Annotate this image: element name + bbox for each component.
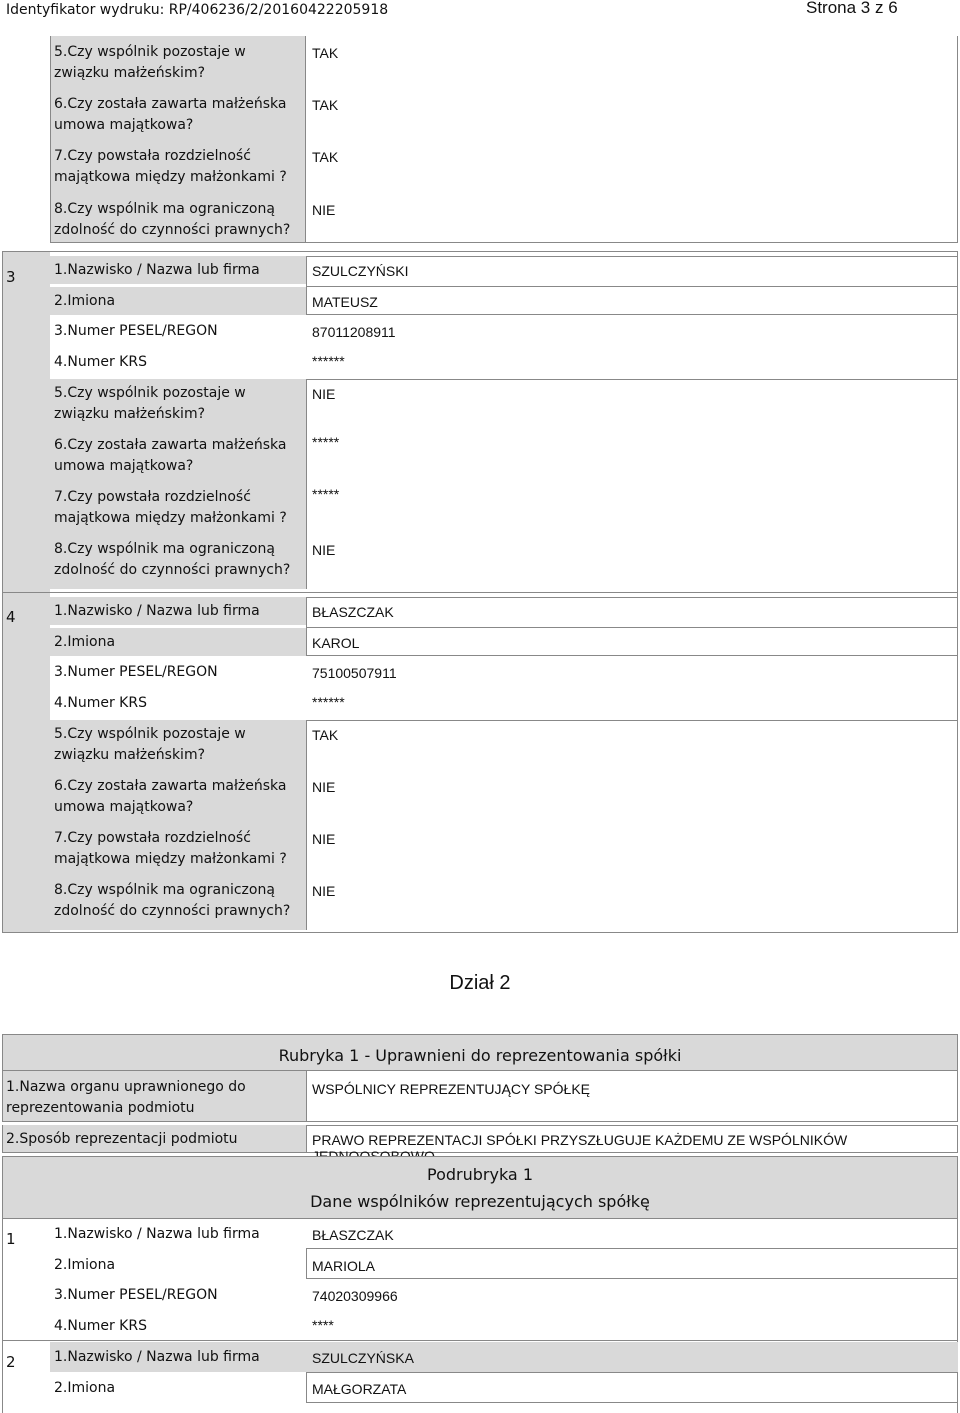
name-label: 1.Nazwisko / Nazwa lub firma	[54, 1349, 260, 1365]
krs-value: ****	[312, 1317, 334, 1333]
question-value: NIE	[312, 386, 336, 402]
krs-value: ******	[312, 694, 345, 710]
krs-value: ******	[312, 353, 345, 369]
question-value: NIE	[312, 202, 336, 218]
krs-label: 4.Numer KRS	[54, 1318, 147, 1334]
name-value: SZULCZYŃSKA	[312, 1350, 414, 1366]
question-label: 6.Czy została zawarta małżeńska umowa majątkowa?	[54, 778, 287, 815]
organ-value: WSPÓLNICY REPREZENTUJĄCY SPÓŁKĘ	[312, 1081, 590, 1097]
method-value: PRAWO REPREZENTACJI SPÓŁKI PRZYSZŁUGUJE KAŻDEMU ZE WSPÓLNIKÓW	[312, 1132, 848, 1148]
divider	[50, 242, 958, 243]
pesel-label: 3.Numer PESEL/REGON	[54, 664, 218, 680]
question-label: 7.Czy powstała rozdzielność majątkowa między małżonkami ?	[54, 830, 287, 867]
name-label: 1.Nazwisko / Nazwa lub firma	[54, 603, 260, 619]
subrubric-subtitle: Dane wspólników reprezentujących spółkę	[310, 1192, 650, 1211]
question-value: *****	[312, 434, 340, 450]
partner-number: 4	[6, 608, 16, 626]
first-name-label: 2.Imiona	[54, 1380, 116, 1396]
partner-number-cell	[2, 251, 50, 592]
organ-label: 1.Nazwa organu uprawnionego do reprezentowania podmiotu	[6, 1079, 246, 1116]
method-label: 2.Sposób reprezentacji podmiotu	[6, 1131, 238, 1147]
rubric-title: Rubryka 1 - Uprawnieni do reprezentowania spółki	[278, 1046, 682, 1065]
divider	[306, 286, 958, 287]
value-box	[306, 379, 958, 589]
pesel-value: 75100507911	[312, 665, 397, 681]
question-value: TAK	[312, 97, 339, 113]
subrubric-title: Podrubryka 1	[427, 1165, 533, 1184]
question-value: TAK	[312, 727, 339, 743]
question-label: 5.Czy wspólnik pozostaje w związku małżeńskim?	[54, 385, 246, 422]
krs-label: 4.Numer KRS	[54, 695, 147, 711]
first-name-label: 2.Imiona	[54, 1257, 116, 1273]
first-name-value: KAROL	[312, 635, 360, 651]
question-label: 8.Czy wspólnik ma ograniczoną zdolność do czynności prawnych?	[54, 201, 291, 238]
partner-number: 3	[6, 268, 16, 286]
question-label: 5.Czy wspólnik pozostaje w związku małżeńskim?	[54, 44, 246, 81]
name-value: SZULCZYŃSKI	[312, 263, 409, 279]
question-value: *****	[312, 486, 340, 502]
question-value: TAK	[312, 149, 339, 165]
rep-number: 1	[6, 1230, 16, 1248]
question-label: 6.Czy została zawarta małżeńska umowa majątkowa?	[54, 96, 287, 133]
value-box	[306, 1248, 958, 1279]
krs-label: 4.Numer KRS	[54, 354, 147, 370]
rep-number-cell	[2, 1340, 50, 1413]
question-label: 7.Czy powstała rozdzielność majątkowa między małżonkami ?	[54, 489, 287, 526]
top-value-column	[306, 36, 958, 243]
question-value: TAK	[312, 45, 339, 61]
partner-number-cell	[2, 592, 50, 933]
first-name-value: MARIOLA	[312, 1258, 376, 1274]
name-label: 1.Nazwisko / Nazwa lub firma	[54, 1226, 260, 1242]
pesel-value: 74020309966	[312, 1288, 398, 1304]
name-value: BŁASZCZAK	[312, 1227, 394, 1243]
value-box	[306, 720, 958, 930]
section-title: Dział 2	[449, 972, 511, 994]
question-value: NIE	[312, 779, 336, 795]
question-label: 5.Czy wspólnik pozostaje w związku małżeńskim?	[54, 726, 246, 763]
question-label: 7.Czy powstała rozdzielność majątkowa między małżonkami ?	[54, 148, 287, 185]
question-label: 8.Czy wspólnik ma ograniczoną zdolność do czynności prawnych?	[54, 541, 291, 578]
first-name-value: MATEUSZ	[312, 294, 378, 310]
first-name-value: MAŁGORZATA	[312, 1381, 407, 1397]
rep-number: 2	[6, 1353, 16, 1371]
divider	[306, 627, 958, 628]
first-name-label: 2.Imiona	[54, 634, 116, 650]
print-identifier: Identyfikator wydruku: RP/406236/2/20160422205918	[6, 2, 389, 18]
question-label: 6.Czy została zawarta małżeńska umowa majątkowa?	[54, 437, 287, 474]
question-value: NIE	[312, 883, 336, 899]
page-number: Strona 3 z 6	[806, 0, 898, 17]
pesel-label: 3.Numer PESEL/REGON	[54, 323, 218, 339]
name-value: BŁASZCZAK	[312, 604, 394, 620]
pesel-label: 3.Numer PESEL/REGON	[54, 1287, 218, 1303]
name-label: 1.Nazwisko / Nazwa lub firma	[54, 262, 260, 278]
question-label: 8.Czy wspólnik ma ograniczoną zdolność do czynności prawnych?	[54, 882, 291, 919]
first-name-label: 2.Imiona	[54, 293, 116, 309]
question-value: NIE	[312, 831, 336, 847]
pesel-value: 87011208911	[312, 324, 396, 340]
question-value: NIE	[312, 542, 336, 558]
